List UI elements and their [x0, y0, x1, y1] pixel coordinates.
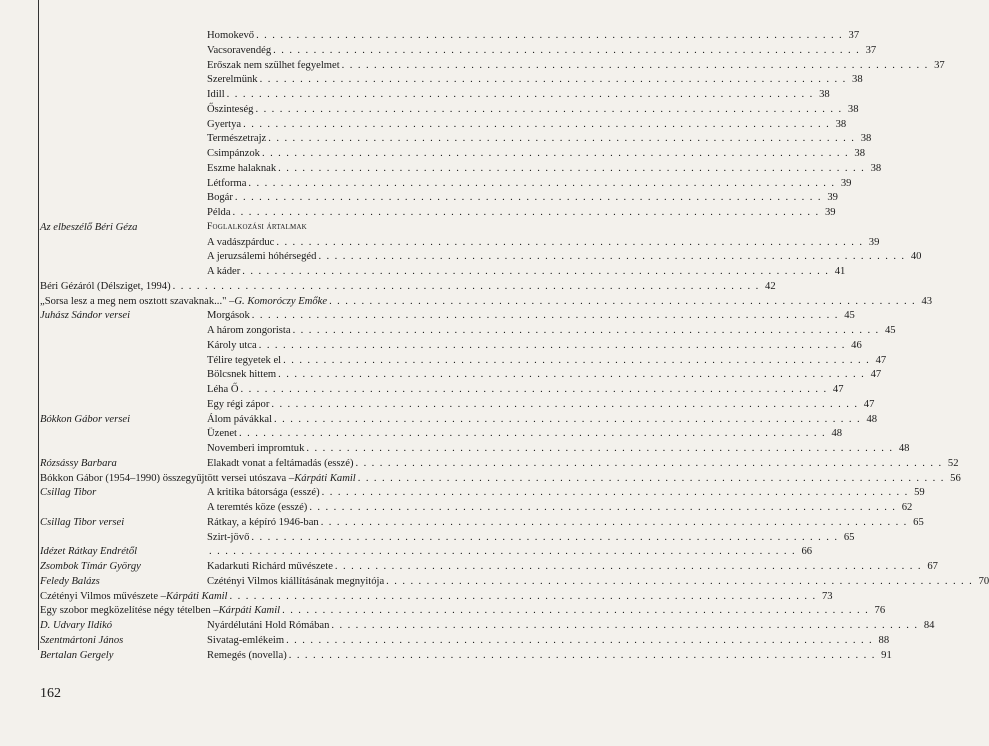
dot-leader: . . . . . . . . . . . . . . . . . . . . . . . . . . . . . . . . . . . . . . . . . . . . . . . . . . . . . . . . . . . . . . . . . . . . . . . . . [232, 207, 820, 218]
dot-leader: . . . . . . . . . . . . . . . . . . . . . . . . . . . . . . . . . . . . . . . . . . . . . . . . . . . . . . . . . . . . . . . . . . . . . . . . . [320, 516, 908, 528]
toc-page-number: 47 [870, 369, 882, 381]
dot-leader: . . . . . . . . . . . . . . . . . . . . . . . . . . . . . . . . . . . . . . . . . . . . . . . . . . . . . . . . . . . . . . . . . . . . . . . . . [234, 192, 822, 204]
toc-page-number: 38 [819, 89, 830, 100]
toc-row [40, 264, 846, 279]
toc-row [40, 515, 924, 530]
toc-row [40, 559, 938, 574]
dot-leader: . . . . . . . . . . . . . . . . . . . . . . . . . . . . . . . . . . . . . . . . . . . . . . . . . . . . . . . . . . . . . . . . . . . . . . . . . [239, 428, 827, 440]
dot-leader: . . . . . . . . . . . . . . . . . . . . . . . . . . . . . . . . . . . . . . . . . . . . . . . . . . . . . . . . . . . . . . . . . . . . . . . . . [243, 118, 831, 130]
dot-leader: . . . . . . . . . . . . . . . . . . . . . . . . . . . . . . . . . . . . . . . . . . . . . . . . . . . . . . . . . . . . . . . . . . . . . . . . . [341, 59, 929, 71]
toc-row [40, 353, 887, 368]
toc-page-number: 48 [866, 413, 878, 425]
dot-leader: . . . . . . . . . . . . . . . . . . . . . . . . . . . . . . . . . . . . . . . . . . . . . . . . . . . . . . . . . . . . . . . . . . . . . . . . . [283, 354, 871, 366]
toc-page-number: 67 [927, 561, 938, 572]
toc-title: A vadászpárduc [207, 236, 275, 248]
toc-row [40, 220, 484, 235]
toc-title: A kritika bátorsága (esszé) [207, 487, 320, 499]
toc-row [40, 441, 910, 456]
toc-title: Bölcsnek hittem [207, 369, 277, 381]
toc-title: Egy régi zápor [207, 398, 270, 410]
toc-title: Csimpánzok [207, 148, 260, 159]
dot-leader: . . . . . . . . . . . . . . . . . . . . . . . . . . . . . . . . . . . . . . . . . . . . . . . . . . . . . . . . . . . . . . . . . . . . . . . . . [386, 575, 974, 587]
toc-title: Álom pávákkal [207, 413, 273, 425]
toc-row [40, 72, 863, 87]
toc-page-number: 46 [851, 339, 862, 351]
toc-page-number: 62 [901, 502, 913, 513]
toc-row [40, 382, 844, 397]
toc-page-number: 38 [860, 133, 872, 145]
dot-leader: . . . . . . . . . . . . . . . . . . . . . . . . . . . . . . . . . . . . . . . . . . . . . . . . . . . . . . . . . . . . . . . . . . . . . . . . . [268, 133, 856, 145]
toc-page-number: 91 [881, 649, 892, 661]
toc-page-number: 48 [898, 443, 910, 454]
toc-author: Rózsássy Barbara [40, 457, 117, 469]
toc-title-author: Kárpáti Kamil [294, 472, 356, 484]
toc-row [40, 43, 877, 58]
toc-row [40, 471, 961, 486]
toc-page-number: 76 [874, 605, 886, 617]
toc-section-heading: Foglalkozási ártalmak [207, 221, 307, 232]
toc-row [40, 102, 859, 117]
toc-page-number: 47 [875, 354, 887, 366]
toc-page-number: 84 [923, 620, 935, 631]
toc-author: Juhász Sándor versei [40, 310, 131, 322]
toc-author: Csillag Tibor versei [40, 516, 125, 528]
toc-page-number: 47 [832, 384, 844, 395]
toc-page-number: 47 [863, 398, 875, 410]
toc-page-number: 37 [934, 59, 945, 71]
toc-row [40, 589, 833, 604]
toc-page-number: 38 [847, 103, 859, 115]
toc-page-number: 65 [913, 516, 924, 528]
dot-leader: . . . . . . . . . . . . . . . . . . . . . . . . . . . . . . . . . . . . . . . . . . . . . . . . . . . . . . . . . . . . . . . . . . . . . . . . . [274, 413, 862, 425]
toc-page-number: 39 [868, 236, 880, 248]
toc-title: Czétényi Vilmos művészete – [40, 590, 166, 602]
toc-row [40, 131, 872, 146]
toc-title: Őszinteség [207, 103, 254, 115]
dot-leader: . . . . . . . . . . . . . . . . . . . . . . . . . . . . . . . . . . . . . . . . . . . . . . . . . . . . . . . . . . . . . . . . . . . . . . . . . [357, 472, 945, 484]
dot-leader: . . . . . . . . . . . . . . . . . . . . . . . . . . . . . . . . . . . . . . . . . . . . . . . . . . . . . . . . . . . . . . . . . . . . . . . . . [282, 605, 870, 617]
toc-row [40, 323, 896, 338]
toc-title: A káder [207, 266, 241, 277]
toc-title: Czétényi Vilmos kiállításának megnyitója [207, 575, 385, 587]
toc-row [40, 338, 862, 353]
dot-leader: . . . . . . . . . . . . . . . . . . . . . . . . . . . . . . . . . . . . . . . . . . . . . . . . . . . . . . . . . . . . . . . . . . . . . . . . . [209, 546, 797, 558]
toc-title: Bókkon Gábor (1954–1990) összegyűjtött versei utószava – [40, 472, 295, 484]
page-number: 162 [40, 686, 61, 701]
toc-author: Feledy Balázs [40, 575, 100, 587]
toc-title: Természetrajz [207, 133, 267, 145]
dot-leader: . . . . . . . . . . . . . . . . . . . . . . . . . . . . . . . . . . . . . . . . . . . . . . . . . . . . . . . . . . . . . . . . . . . . . . . . . [258, 339, 846, 351]
dot-leader: . . . . . . . . . . . . . . . . . . . . . . . . . . . . . . . . . . . . . . . . . . . . . . . . . . . . . . . . . . . . . . . . . . . . . . . . . [248, 177, 836, 189]
toc-author: Az elbeszélő Béri Géza [40, 221, 138, 233]
toc-page-number: 39 [840, 177, 852, 189]
toc-row [40, 176, 852, 191]
toc-title: Rátkay, a képíró 1946-ban [207, 516, 319, 528]
toc-title: Novemberi impromtuk [207, 443, 305, 454]
toc-author: Bókkon Gábor versei [40, 413, 131, 425]
toc-page-number: 42 [765, 280, 776, 292]
toc-title: „Sorsa lesz a meg nem osztott szavaknak..." – [40, 295, 235, 307]
toc-title: Idill [207, 89, 225, 100]
dot-leader: . . . . . . . . . . . . . . . . . . . . . . . . . . . . . . . . . . . . . . . . . . . . . . . . . . . . . . . . . . . . . . . . . . . . . . . . . [329, 295, 917, 307]
toc-page-number: 39 [824, 207, 836, 218]
toc-row [40, 603, 886, 618]
toc-row [40, 544, 813, 559]
toc-title: Elakadt vonat a feltámadás (esszé) [207, 457, 354, 469]
toc-page-number: 38 [854, 148, 865, 159]
toc-page-number: 73 [821, 590, 833, 602]
toc-page-number: 48 [831, 428, 843, 440]
toc-title: Gyertya [207, 118, 242, 130]
dot-leader: . . . . . . . . . . . . . . . . . . . . . . . . . . . . . . . . . . . . . . . . . . . . . . . . . . . . . . . . . . . . . . . . . . . . . . . . . [321, 487, 909, 499]
toc-title: Kadarkuti Richárd művészete [207, 561, 333, 572]
toc-author: D. Udvary Ildikó [40, 620, 113, 631]
dot-leader: . . . . . . . . . . . . . . . . . . . . . . . . . . . . . . . . . . . . . . . . . . . . . . . . . . . . . . . . . . . . . . . . . . . . . . . . . [278, 162, 866, 174]
toc-page-number: 37 [865, 44, 877, 56]
toc-row [40, 530, 855, 545]
dot-leader: . . . . . . . . . . . . . . . . . . . . . . . . . . . . . . . . . . . . . . . . . . . . . . . . . . . . . . . . . . . . . . . . . . . . . . . . . [286, 634, 874, 646]
toc-title: A teremtés köze (esszé) [207, 502, 308, 513]
toc-title: Szerelmünk [207, 74, 258, 86]
toc-title: Bogár [207, 192, 233, 204]
toc-title: Béri Gézáról (Délsziget, 1994) [40, 280, 171, 292]
toc-title: A jeruzsálemi hóhérsegéd [207, 251, 317, 263]
toc-title: Egy szobor megközelítése négy tételben – [40, 605, 219, 617]
toc-page-number: 38 [870, 162, 882, 174]
toc-row [40, 279, 776, 294]
dot-leader: . . . . . . . . . . . . . . . . . . . . . . . . . . . . . . . . . . . . . . . . . . . . . . . . . . . . . . . . . . . . . . . . . . . . . . . . . [276, 236, 864, 248]
dot-leader: . . . . . . . . . . . . . . . . . . . . . . . . . . . . . . . . . . . . . . . . . . . . . . . . . . . . . . . . . . . . . . . . . . . . . . . . . [273, 44, 861, 56]
toc-row [40, 190, 838, 205]
toc-title: Sivatag-emlékeim [207, 634, 285, 646]
toc-title: Léha Ő [207, 384, 239, 395]
dot-leader: . . . . . . . . . . . . . . . . . . . . . . . . . . . . . . . . . . . . . . . . . . . . . . . . . . . . . . . . . . . . . . . . . . . . . . . . . [271, 398, 859, 410]
toc-title: Létforma [207, 177, 247, 189]
toc-title: Eszme halaknak [207, 162, 277, 174]
toc-row [40, 235, 880, 250]
dot-leader: . . . . . . . . . . . . . . . . . . . . . . . . . . . . . . . . . . . . . . . . . . . . . . . . . . . . . . . . . . . . . . . . . . . . . . . . . [226, 89, 814, 100]
toc-row [40, 426, 843, 441]
toc-title: Homokevő [207, 30, 255, 41]
toc-page-number: 70 [978, 575, 989, 587]
toc-page-number: 39 [827, 192, 838, 204]
dot-leader: . . . . . . . . . . . . . . . . . . . . . . . . . . . . . . . . . . . . . . . . . . . . . . . . . . . . . . . . . . . . . . . . . . . . . . . . . [251, 531, 839, 543]
toc-page-number: 45 [885, 325, 896, 336]
toc-title: Üzenet [207, 428, 237, 440]
toc-row [40, 618, 935, 633]
dot-leader: . . . . . . . . . . . . . . . . . . . . . . . . . . . . . . . . . . . . . . . . . . . . . . . . . . . . . . . . . . . . . . . . . . . . . . . . . [242, 266, 830, 277]
dot-leader: . . . . . . . . . . . . . . . . . . . . . . . . . . . . . . . . . . . . . . . . . . . . . . . . . . . . . . . . . . . . . . . . . . . . . . . . . [256, 30, 844, 41]
toc-page-number: 38 [852, 74, 863, 86]
toc-row [40, 633, 890, 648]
toc-author: Idézet Rátkay Endrétől [40, 546, 138, 558]
toc-title-author: Kárpáti Kamil [218, 605, 281, 617]
dot-leader: . . . . . . . . . . . . . . . . . . . . . . . . . . . . . . . . . . . . . . . . . . . . . . . . . . . . . . . . . . . . . . . . . . . . . . . . . [318, 251, 906, 263]
toc-row [40, 205, 836, 220]
toc-row [40, 87, 830, 102]
toc-row [40, 28, 860, 43]
toc-title-author: G. Komoróczy Emőke [234, 295, 328, 307]
toc-author: Zsombok Tímár György [40, 561, 141, 572]
toc-row [40, 308, 855, 323]
dot-leader: . . . . . . . . . . . . . . . . . . . . . . . . . . . . . . . . . . . . . . . . . . . . . . . . . . . . . . . . . . . . . . . . . . . . . . . . . [259, 74, 847, 86]
toc-row [40, 161, 882, 176]
toc-page-number: 37 [848, 30, 860, 41]
toc-title: Nyárdélutáni Hold Rómában [207, 620, 330, 631]
toc-page-number: 40 [910, 251, 922, 263]
dot-leader: . . . . . . . . . . . . . . . . . . . . . . . . . . . . . . . . . . . . . . . . . . . . . . . . . . . . . . . . . . . . . . . . . . . . . . . . . [309, 502, 897, 513]
toc-row [40, 117, 847, 132]
toc-row [40, 58, 945, 73]
dot-leader: . . . . . . . . . . . . . . . . . . . . . . . . . . . . . . . . . . . . . . . . . . . . . . . . . . . . . . . . . . . . . . . . . . . . . . . . . [306, 443, 894, 454]
toc-row [40, 648, 892, 663]
toc-row [40, 500, 913, 515]
toc-author: Bertalan Gergely [40, 649, 114, 661]
toc-row [40, 574, 989, 589]
toc-title: Télire tegyetek el [207, 354, 282, 366]
toc-page-number: 45 [844, 310, 855, 322]
toc-row [40, 367, 882, 382]
toc-title: Vacsoravendég [207, 44, 272, 56]
toc-author: Csillag Tibor [40, 487, 97, 499]
toc-page-number: 41 [834, 266, 846, 277]
toc-title: Szirt-jövő [207, 531, 250, 543]
dot-leader: . . . . . . . . . . . . . . . . . . . . . . . . . . . . . . . . . . . . . . . . . . . . . . . . . . . . . . . . . . . . . . . . . . . . . . . . . [240, 384, 828, 395]
toc-row [40, 146, 865, 161]
toc-row [40, 485, 925, 500]
toc-page-number: 56 [950, 472, 961, 484]
toc-page-number: 38 [835, 118, 847, 130]
dot-leader: . . . . . . . . . . . . . . . . . . . . . . . . . . . . . . . . . . . . . . . . . . . . . . . . . . . . . . . . . . . . . . . . . . . . . . . . . [261, 148, 849, 159]
dot-leader: . . . . . . . . . . . . . . . . . . . . . . . . . . . . . . . . . . . . . . . . . . . . . . . . . . . . . . . . . . . . . . . . . . . . . . . . . [355, 457, 943, 469]
toc-page-number: 65 [843, 531, 855, 543]
dot-leader: . . . . . . . . . . . . . . . . . . . . . . . . . . . . . . . . . . . . . . . . . . . . . . . . . . . . . . . . . . . . . . . . . . . . . . . . . [292, 325, 880, 336]
dot-leader: . . . . . . . . . . . . . . . . . . . . . . . . . . . . . . . . . . . . . . . . . . . . . . . . . . . . . . . . . . . . . . . . . . . . . . . . . [251, 310, 839, 322]
toc-page-number: 59 [914, 487, 925, 499]
toc-page-number: 43 [921, 295, 933, 307]
toc-author: Szentmártoni János [40, 634, 124, 646]
dot-leader: . . . . . . . . . . . . . . . . . . . . . . . . . . . . . . . . . . . . . . . . . . . . . . . . . . . . . . . . . . . . . . . . . . . . . . . . . [172, 280, 760, 292]
toc-title: Példa [207, 207, 231, 218]
toc-title: Remegés (novella) [207, 649, 287, 661]
toc-row [40, 456, 959, 471]
margin-rule [38, 0, 39, 650]
toc-title: A három zongorista [207, 325, 291, 336]
toc-title-author: Kárpáti Kamil [165, 590, 228, 602]
toc-page-number: 52 [947, 457, 959, 469]
toc-row [40, 294, 933, 309]
toc-page-number: 88 [878, 634, 890, 646]
dot-leader: . . . . . . . . . . . . . . . . . . . . . . . . . . . . . . . . . . . . . . . . . . . . . . . . . . . . . . . . . . . . . . . . . . . . . . . . . [331, 620, 919, 631]
toc-title: Erőszak nem szülhet fegyelmet [207, 59, 340, 71]
dot-leader: . . . . . . . . . . . . . . . . . . . . . . . . . . . . . . . . . . . . . . . . . . . . . . . . . . . . . . . . . . . . . . . . . . . . . . . . . [255, 103, 843, 115]
toc-title: Károly utca [207, 339, 257, 351]
dot-leader: . . . . . . . . . . . . . . . . . . . . . . . . . . . . . . . . . . . . . . . . . . . . . . . . . . . . . . . . . . . . . . . . . . . . . . . . . [229, 590, 817, 602]
toc-row [40, 412, 878, 427]
dot-leader: . . . . . . . . . . . . . . . . . . . . . . . . . . . . . . . . . . . . . . . . . . . . . . . . . . . . . . . . . . . . . . . . . . . . . . . . . [334, 561, 922, 572]
dot-leader: . . . . . . . . . . . . . . . . . . . . . . . . . . . . . . . . . . . . . . . . . . . . . . . . . . . . . . . . . . . . . . . . . . . . . . . . . [288, 649, 876, 661]
toc-row [40, 249, 922, 264]
toc-title: Morgások [207, 310, 250, 322]
dot-leader: . . . . . . . . . . . . . . . . . . . . . . . . . . . . . . . . . . . . . . . . . . . . . . . . . . . . . . . . . . . . . . . . . . . . . . . . . [278, 369, 866, 381]
toc-row [40, 397, 875, 412]
toc-page-number: 66 [801, 546, 813, 558]
